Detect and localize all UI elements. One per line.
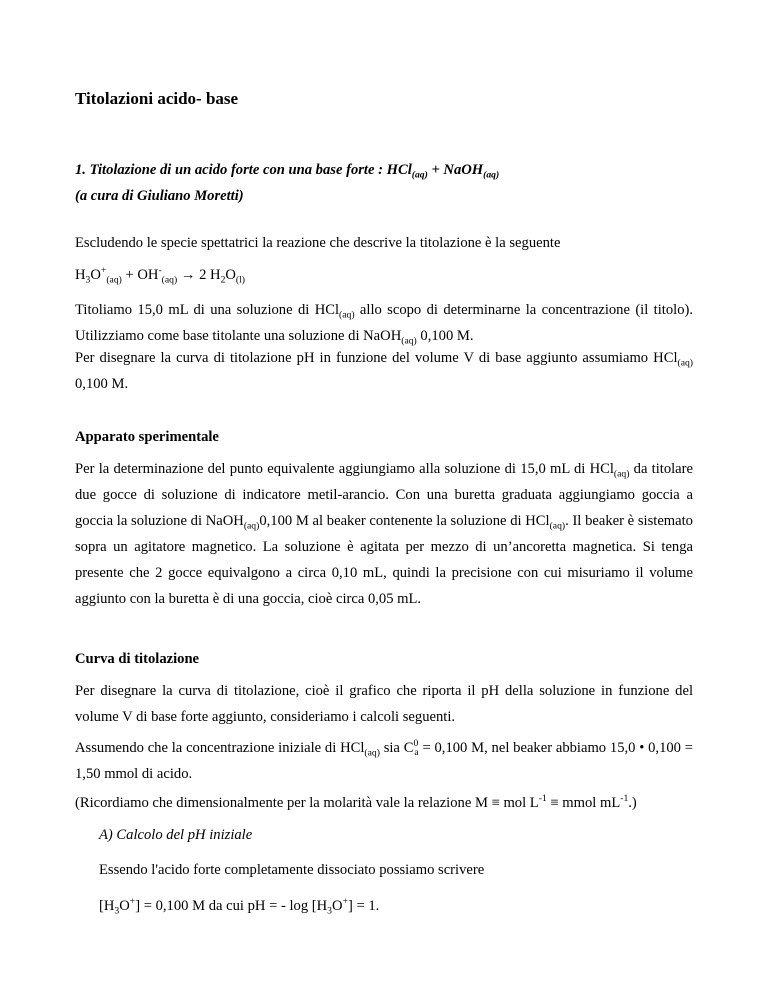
curve-intro-paragraph: Per disegnare la curva di titolazione pH in funzione del volume V di base aggiunto assumiamo HCl$_{(aq)}$ 0,100 M.: [75, 350, 693, 392]
dissociation-paragraph: Essendo l'acido forte completamente dissociato possiamo scrivere: [99, 862, 485, 878]
reaction-equation: $H_3O^+_{(aq)} + OH^-_{(aq)} \to 2$ $H_2O_{(l)}$: [75, 265, 246, 286]
apparatus-paragraph: Per la determinazione del punto equivalente aggiungiamo alla soluzione di 15,0 mL di HCl$_{(aq)}$ da titolare due gocce di soluzione di indicatore metil-arancio. Con una buretta graduata aggiungiamo goccia a goccia la soluzione di NaOH$_{(aq)}$0,100 M al beaker contenente la soluzione di HCl$_{(aq)}$. Il beaker è sistemato sopra un agitatore magnetico. La soluzione è agitata per mezzo di un’ancoretta magnetica. Si tenga presente che 2 gocce equivalgono a circa 0,10 mL, quindi la precisione con cui misuriamo il volume aggiunto con la buretta è di una goccia, cioè circa 0,05 mL.: [75, 461, 693, 607]
titration-curve-heading: Curva di titolazione: [75, 651, 200, 667]
subsection-heading-a: A) Calcolo del pH iniziale: [99, 827, 253, 843]
concentration-paragraph: Assumendo che la concentrazione iniziale di HCl$_{(aq)}$ sia $C^0_a = 0,100$ M, nel beaker abbiamo 15,0 • 0,100 = 1,50 mmol di acido.: [75, 738, 693, 782]
ph-equation: $[H_3O^+] = 0,100$ M da cui pH = - $\log [H_3O^+] = 1$.: [99, 896, 380, 917]
molarity-note: (Ricordiamo che dimensionalmente per la molarità vale la relazione M ≡ mol $L^{-1}$ ≡ mmol $mL^{-1}$.): [75, 793, 637, 811]
document-title: Titolazioni acido- base: [75, 89, 239, 108]
byline: (a cura di Giuliano Moretti): [75, 188, 244, 204]
curve-paragraph: Per disegnare la curva di titolazione, cioè il grafico che riporta il pH della soluzione in funzione del volume V di base forte aggiunto, consideriamo i calcoli seguenti.: [75, 683, 693, 725]
titration-paragraph: Titoliamo 15,0 mL di una soluzione di HCl$_{(aq)}$ allo scopo di determinarne la concentrazione (il titolo). Utilizziamo come base titolante una soluzione di NaOH$_{(aq)}$ 0,100 M.: [75, 302, 693, 347]
section-heading: 1. Titolazione di un acido forte con una base forte : HCl$_{(aq)}$ + NaOH$_{(aq)}$: [75, 162, 500, 181]
apparatus-heading: Apparato sperimentale: [75, 429, 219, 445]
intro-paragraph: Escludendo le specie spettatrici la reazione che descrive la titolazione è la seguente: [75, 235, 561, 251]
